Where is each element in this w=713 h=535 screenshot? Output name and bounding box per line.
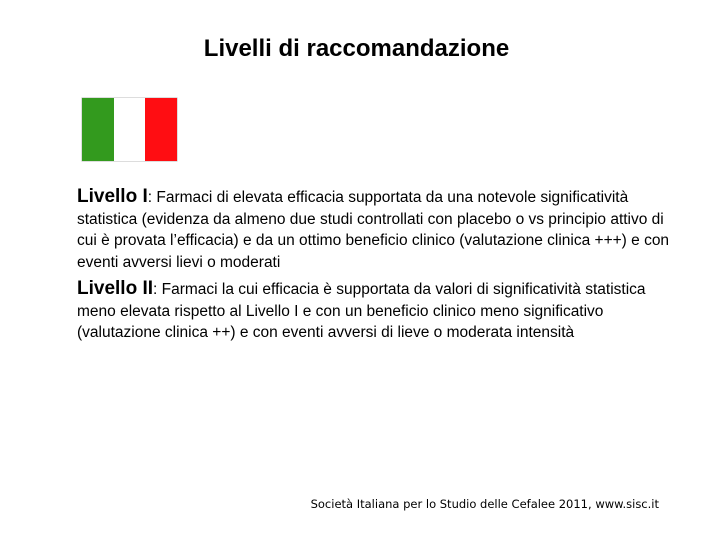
slide-title: Livelli di raccomandazione — [203, 35, 510, 62]
recommendation-levels — [77, 186, 677, 344]
level-2-paragraph — [77, 278, 677, 344]
flag-stripe-white — [114, 98, 146, 161]
level-1-description: : Farmaci di elevata efficacia supportata da una notevole significatività statistica (evidenza da almeno due studi controllati con placebo o vs principio attivo di cui è provata l’efficacia) e da un ottimo beneficio clinico (valutazione clinica +++) e con eventi avversi lievi o moderati — [77, 189, 670, 271]
level-2-label: Livello II — [77, 278, 154, 299]
italian-flag-image — [82, 98, 177, 161]
flag-stripe-green — [82, 98, 114, 161]
level-2-description: : Farmaci la cui efficacia è supportata da valori di significatività statistica meno elevata rispetto al Livello I e con un beneficio clinico meno significativo (valutazione clinica ++) e con eventi avversi di lieve o moderata intensità — [77, 281, 646, 341]
level-1-label: Livello I — [77, 186, 148, 207]
flag-stripe-red — [145, 98, 177, 161]
level-1-paragraph — [77, 186, 677, 273]
footer-citation: Società Italiana per lo Studio delle Cefalee 2011, www.sisc.it — [310, 497, 659, 511]
